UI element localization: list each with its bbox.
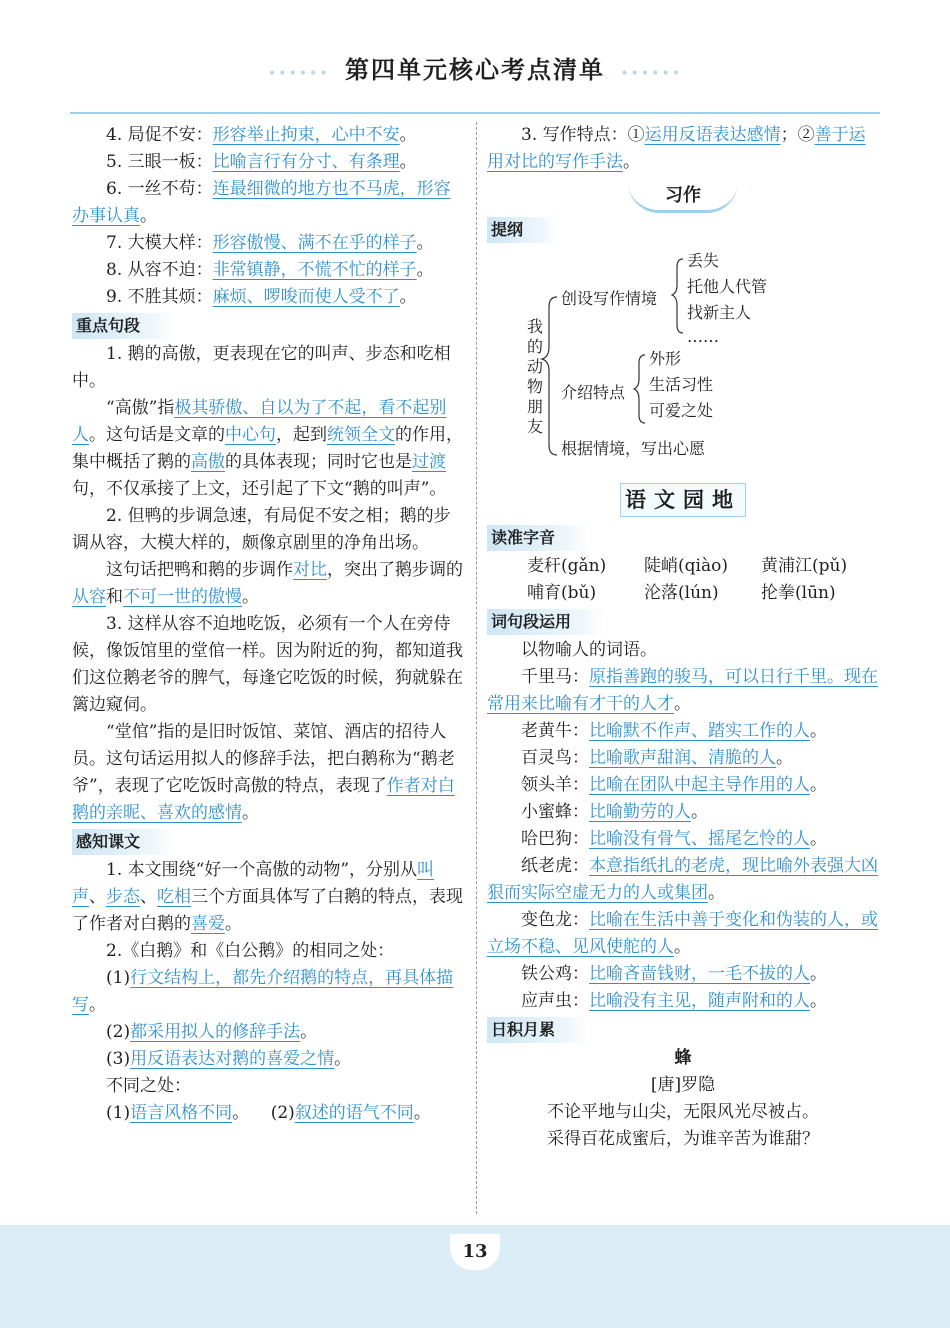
column-divider <box>476 122 477 1214</box>
outline-b2-item-3: 可爱之处 <box>649 401 714 420</box>
section-key-sentences: 重点句段 <box>72 313 174 339</box>
pinyin-item: 黄浦江(pǔ) <box>761 556 848 576</box>
section-outline: 提纲 <box>487 217 557 243</box>
metaphor-item: 领头羊：比喻在团队中起主导作用的人。 <box>521 775 827 795</box>
chinese-garden-heading: 语文园地 <box>620 483 746 517</box>
section-daily-accumulation: 日积月累 <box>487 1017 589 1043</box>
outline-root-char: 的 <box>526 337 543 356</box>
definition-item: 7. 大模大样：形容傲慢、满不在乎的样子。 <box>106 233 434 253</box>
outline-b1-item-4: …… <box>687 327 719 346</box>
definition-item: 9. 不胜其烦：麻烦、啰唆而使人受不了。 <box>106 287 417 307</box>
outline-b1-item-2: 托他人代管 <box>687 277 768 296</box>
metaphor-item: 百灵鸟：比喻歌声甜润、清脆的人。 <box>521 748 793 768</box>
right-column <box>487 122 879 1153</box>
perceive-2: 2.《白鹅》和《白公鹅》的相同之处： <box>106 941 395 961</box>
key-analysis-2: 这句话把鸭和鹅的步调作对比，突出了鹅步调的从容和不可一世的傲慢。 <box>72 560 463 607</box>
poem-title: 蜂 <box>674 1048 692 1068</box>
outline-branch-1: 创设写作情境 <box>561 289 658 308</box>
definition-item: 5. 三眼一板：比喻言行有分寸、有条理。 <box>106 152 417 172</box>
outline-b1-item-3: 找新主人 <box>687 303 752 322</box>
metaphor-item: 变色龙：比喻在生活中善于变化和伪装的人，或立场不稳、见风使舵的人。 <box>487 910 878 957</box>
definition-item: 6. 一丝不苟：连最细微的地方也不马虎，形容办事认真。 <box>72 179 451 226</box>
page-header <box>0 50 950 85</box>
outline-root <box>525 317 545 437</box>
outline-root-char: 动 <box>526 357 543 376</box>
pinyin-item: 哺育(bǔ) <box>527 583 597 603</box>
page-title: 第四单元核心考点清单 <box>345 55 605 84</box>
definition-item: 4. 局促不安：形容举止拘束，心中不安。 <box>106 125 417 145</box>
key-sentence-2: 2. 但鸭的步调急速，有局促不安之相；鹅的步调从容，大模大样的，颇像京剧里的净角出场。 <box>72 506 451 553</box>
key-analysis-3: “堂倌”指的是旧时饭馆、菜馆、酒店的招待人员。这句话运用拟人的修辞手法，把白鹅称为“鹅老爷”，表现了它吃饭时高傲的特点，表现了作者对白鹅的亲昵、喜欢的感情。 <box>72 722 455 823</box>
outline-root-char: 物 <box>526 377 543 396</box>
writing-features: 3. 写作特点：①运用反语表达感情；②善于运用对比的写作手法。 <box>487 125 866 172</box>
outline-diagram <box>487 247 879 477</box>
metaphor-intro: 以物喻人的词语。 <box>521 640 657 660</box>
header-dots-right: •••••• <box>620 65 682 82</box>
section-perceive-text: 感知课文 <box>72 829 174 855</box>
perceive-1: 1. 本文围绕“好一个高傲的动物”，分别从叫声、步态、吃相三个方面具体写了白鹅的特点，表现了作者对白鹅的喜爱。 <box>72 860 463 934</box>
composition-heading: 习作 <box>628 182 738 213</box>
section-pronunciation: 读准字音 <box>487 525 589 551</box>
outline-b2-item-2: 生活习性 <box>649 375 714 394</box>
definition-item: 8. 从容不迫：非常镇静，不慌不忙的样子。 <box>106 260 434 280</box>
poem-line-2: 采得百花成蜜后，为谁辛苦为谁甜？ <box>547 1129 819 1149</box>
metaphor-item: 铁公鸡：比喻吝啬钱财，一毛不拔的人。 <box>521 964 827 984</box>
metaphor-item: 纸老虎：本意指纸扎的老虎，现比喻外表强大凶狠而实际空虚无力的人或集团。 <box>487 856 878 903</box>
metaphor-item: 哈巴狗：比喻没有骨气、摇尾乞怜的人。 <box>521 829 827 849</box>
similarity-item: (1)行文结构上，都先介绍鹅的特点，再具体描写。 <box>72 968 454 1015</box>
definition-list <box>72 122 464 311</box>
metaphor-item: 小蜜蜂：比喻勤劳的人。 <box>521 802 708 822</box>
metaphor-item: 千里马：原指善跑的骏马，可以日行千里。现在常用来比喻有才干的人才。 <box>487 667 878 714</box>
key-sentence-1: 1. 鹅的高傲，更表现在它的叫声、步态和吃相中。 <box>72 344 451 391</box>
outline-b2-item-1: 外形 <box>649 349 682 368</box>
differences: (1)语言风格不同。 (2)叙述的语气不同。 <box>106 1103 431 1123</box>
differences-label: 不同之处： <box>106 1076 191 1096</box>
header-rule <box>70 112 880 114</box>
header-dots-left: •••••• <box>268 65 330 82</box>
pinyin-item: 抡拳(lūn) <box>761 583 836 603</box>
section-word-usage: 词句段运用 <box>487 609 605 635</box>
metaphor-list <box>487 664 879 1015</box>
key-analysis-1: “高傲”指极其骄傲、自以为了不起，看不起别人。这句话是文章的中心句，起到统领全文的作用，集中概括了鹅的高傲的具体表现；同时它也是过渡句，不仅承接了上文，还引起了下文“鹅的叫声”。 <box>72 398 463 499</box>
similarity-item: (2)都采用拟人的修辞手法。 <box>106 1022 318 1042</box>
key-sentence-3: 3. 这样从容不迫地吃饭，必须有一个人在旁侍候，像饭馆里的堂倌一样。因为附近的狗，都知道我们这位鹅老爷的脾气，每逢它吃饭的时候，狗就躲在篱边窥伺。 <box>72 614 463 715</box>
pinyin-item: 麦秆(gǎn) <box>527 556 607 576</box>
poem-author: [唐]罗隐 <box>650 1075 716 1095</box>
outline-b1-item-1: 丢失 <box>687 251 720 270</box>
outline-root-char: 友 <box>526 417 543 436</box>
similarity-item: (3)用反语表达对鹅的喜爱之情。 <box>106 1049 352 1069</box>
pinyin-row-2 <box>487 580 879 607</box>
outline-root-char: 我 <box>526 317 543 336</box>
outline-branch-3: 根据情境，写出心愿 <box>561 439 706 458</box>
pinyin-row-1 <box>487 553 879 580</box>
page-number: 13 <box>450 1234 500 1270</box>
left-column <box>72 122 464 1127</box>
metaphor-item: 应声虫：比喻没有主见，随声附和的人。 <box>521 991 827 1011</box>
pinyin-item: 陡峭(qiào) <box>644 556 728 576</box>
similarities-list <box>72 965 464 1073</box>
poem-line-1: 不论平地与山尖，无限风光尽被占。 <box>547 1102 819 1122</box>
metaphor-item: 老黄牛：比喻默不作声、踏实工作的人。 <box>521 721 827 741</box>
outline-branch-2: 介绍特点 <box>561 383 626 402</box>
outline-root-char: 朋 <box>526 397 543 416</box>
pinyin-item: 沦落(lún) <box>644 583 719 603</box>
